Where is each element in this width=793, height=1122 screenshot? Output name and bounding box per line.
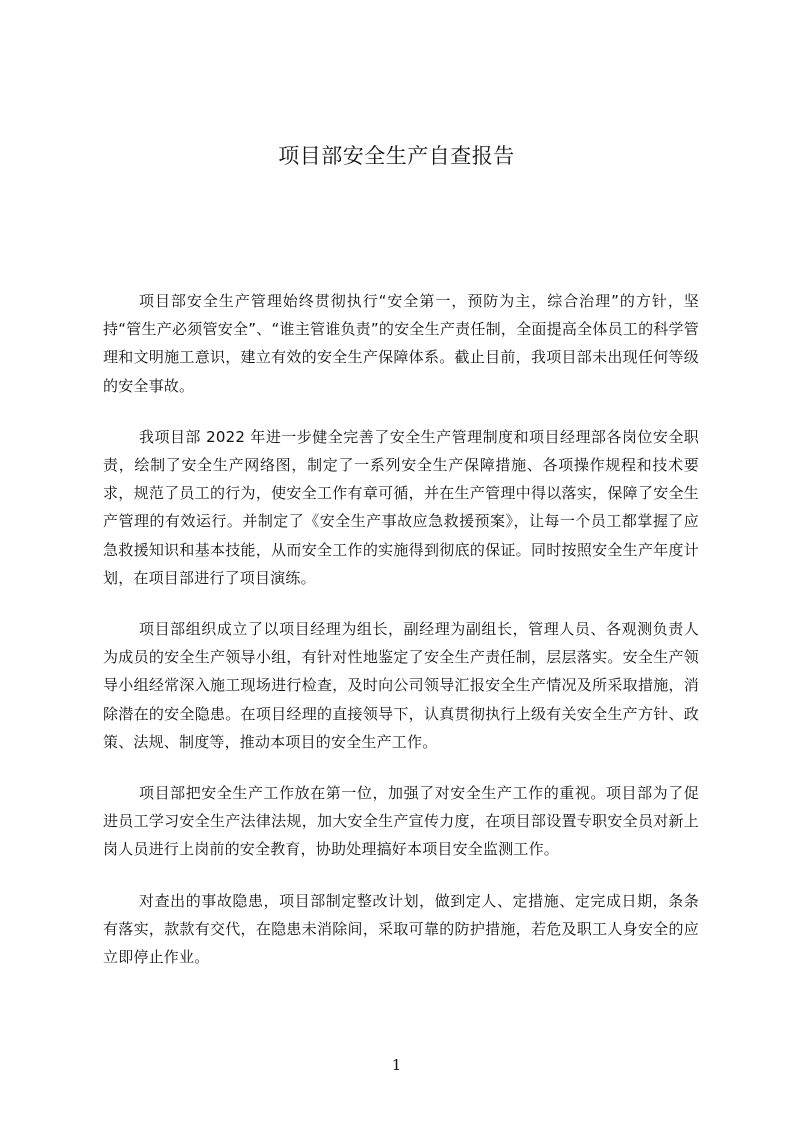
document-title: 项目部安全生产自查报告	[278, 144, 515, 168]
paragraph-5: 对查出的事故隐患，项目部制定整改计划，做到定人、定措施、定完成日期，条条有落实，款款有交代，在隐患未消除间，采取可靠的防护措施，若危及职工人身安全的应立即停止作业。	[103, 891, 699, 967]
paragraph-3: 项目部组织成立了以项目经理为组长，副经理为副组长，管理人员、各观测负责人为成员的安全生产领导小组，有针对性地鉴定了安全生产责任制，层层落实。安全生产领导小组经常深入施工现场进行检查，及时向公司领导汇报安全生产情况及所采取措施，消除潜在的安全隐患。在项目经理的直接领导下，认真贯彻执行上级有关安全生产方针、政策、法规、制度等，推动本项目的安全生产工作。	[103, 620, 699, 751]
paragraph-2: 我项目部 2022 年进一步健全完善了安全生产管理制度和项目经理部各岗位安全职责，绘制了安全生产网络图，制定了一系列安全生产保障措施、各项操作规程和技术要求，规范了员工的行为，使安全工作有章可循，并在生产管理中得以落实，保障了安全生产管理的有效运行。并制定了《安全生产事故应急救援预案》，让每一个员工都掌握了应急救援知识和基本技能，从而安全工作的实施得到彻底的保证。同时按照安全生产年度计划，在项目部进行了项目演练。	[103, 427, 699, 587]
paragraph-1: 项目部安全生产管理始终贯彻执行“安全第一，预防为主，综合治理”的方针，坚持“管生产必须管安全”、“谁主管谁负责”的安全生产责任制，全面提高全体员工的科学管理和文明施工意识，建立有效的安全生产保障体系。截止目前，我项目部未出现任何等级的安全事故。	[103, 292, 699, 395]
paragraph-4: 项目部把安全生产工作放在第一位，加强了对安全生产工作的重视。项目部为了促进员工学习安全生产法律法规，加大安全生产宣传力度，在项目部设置专职安全员对新上岗人员进行上岗前的安全教育，协助处理搞好本项目安全监测工作。	[103, 784, 699, 859]
page-number: 1	[391, 1056, 402, 1074]
document-body	[103, 287, 699, 994]
